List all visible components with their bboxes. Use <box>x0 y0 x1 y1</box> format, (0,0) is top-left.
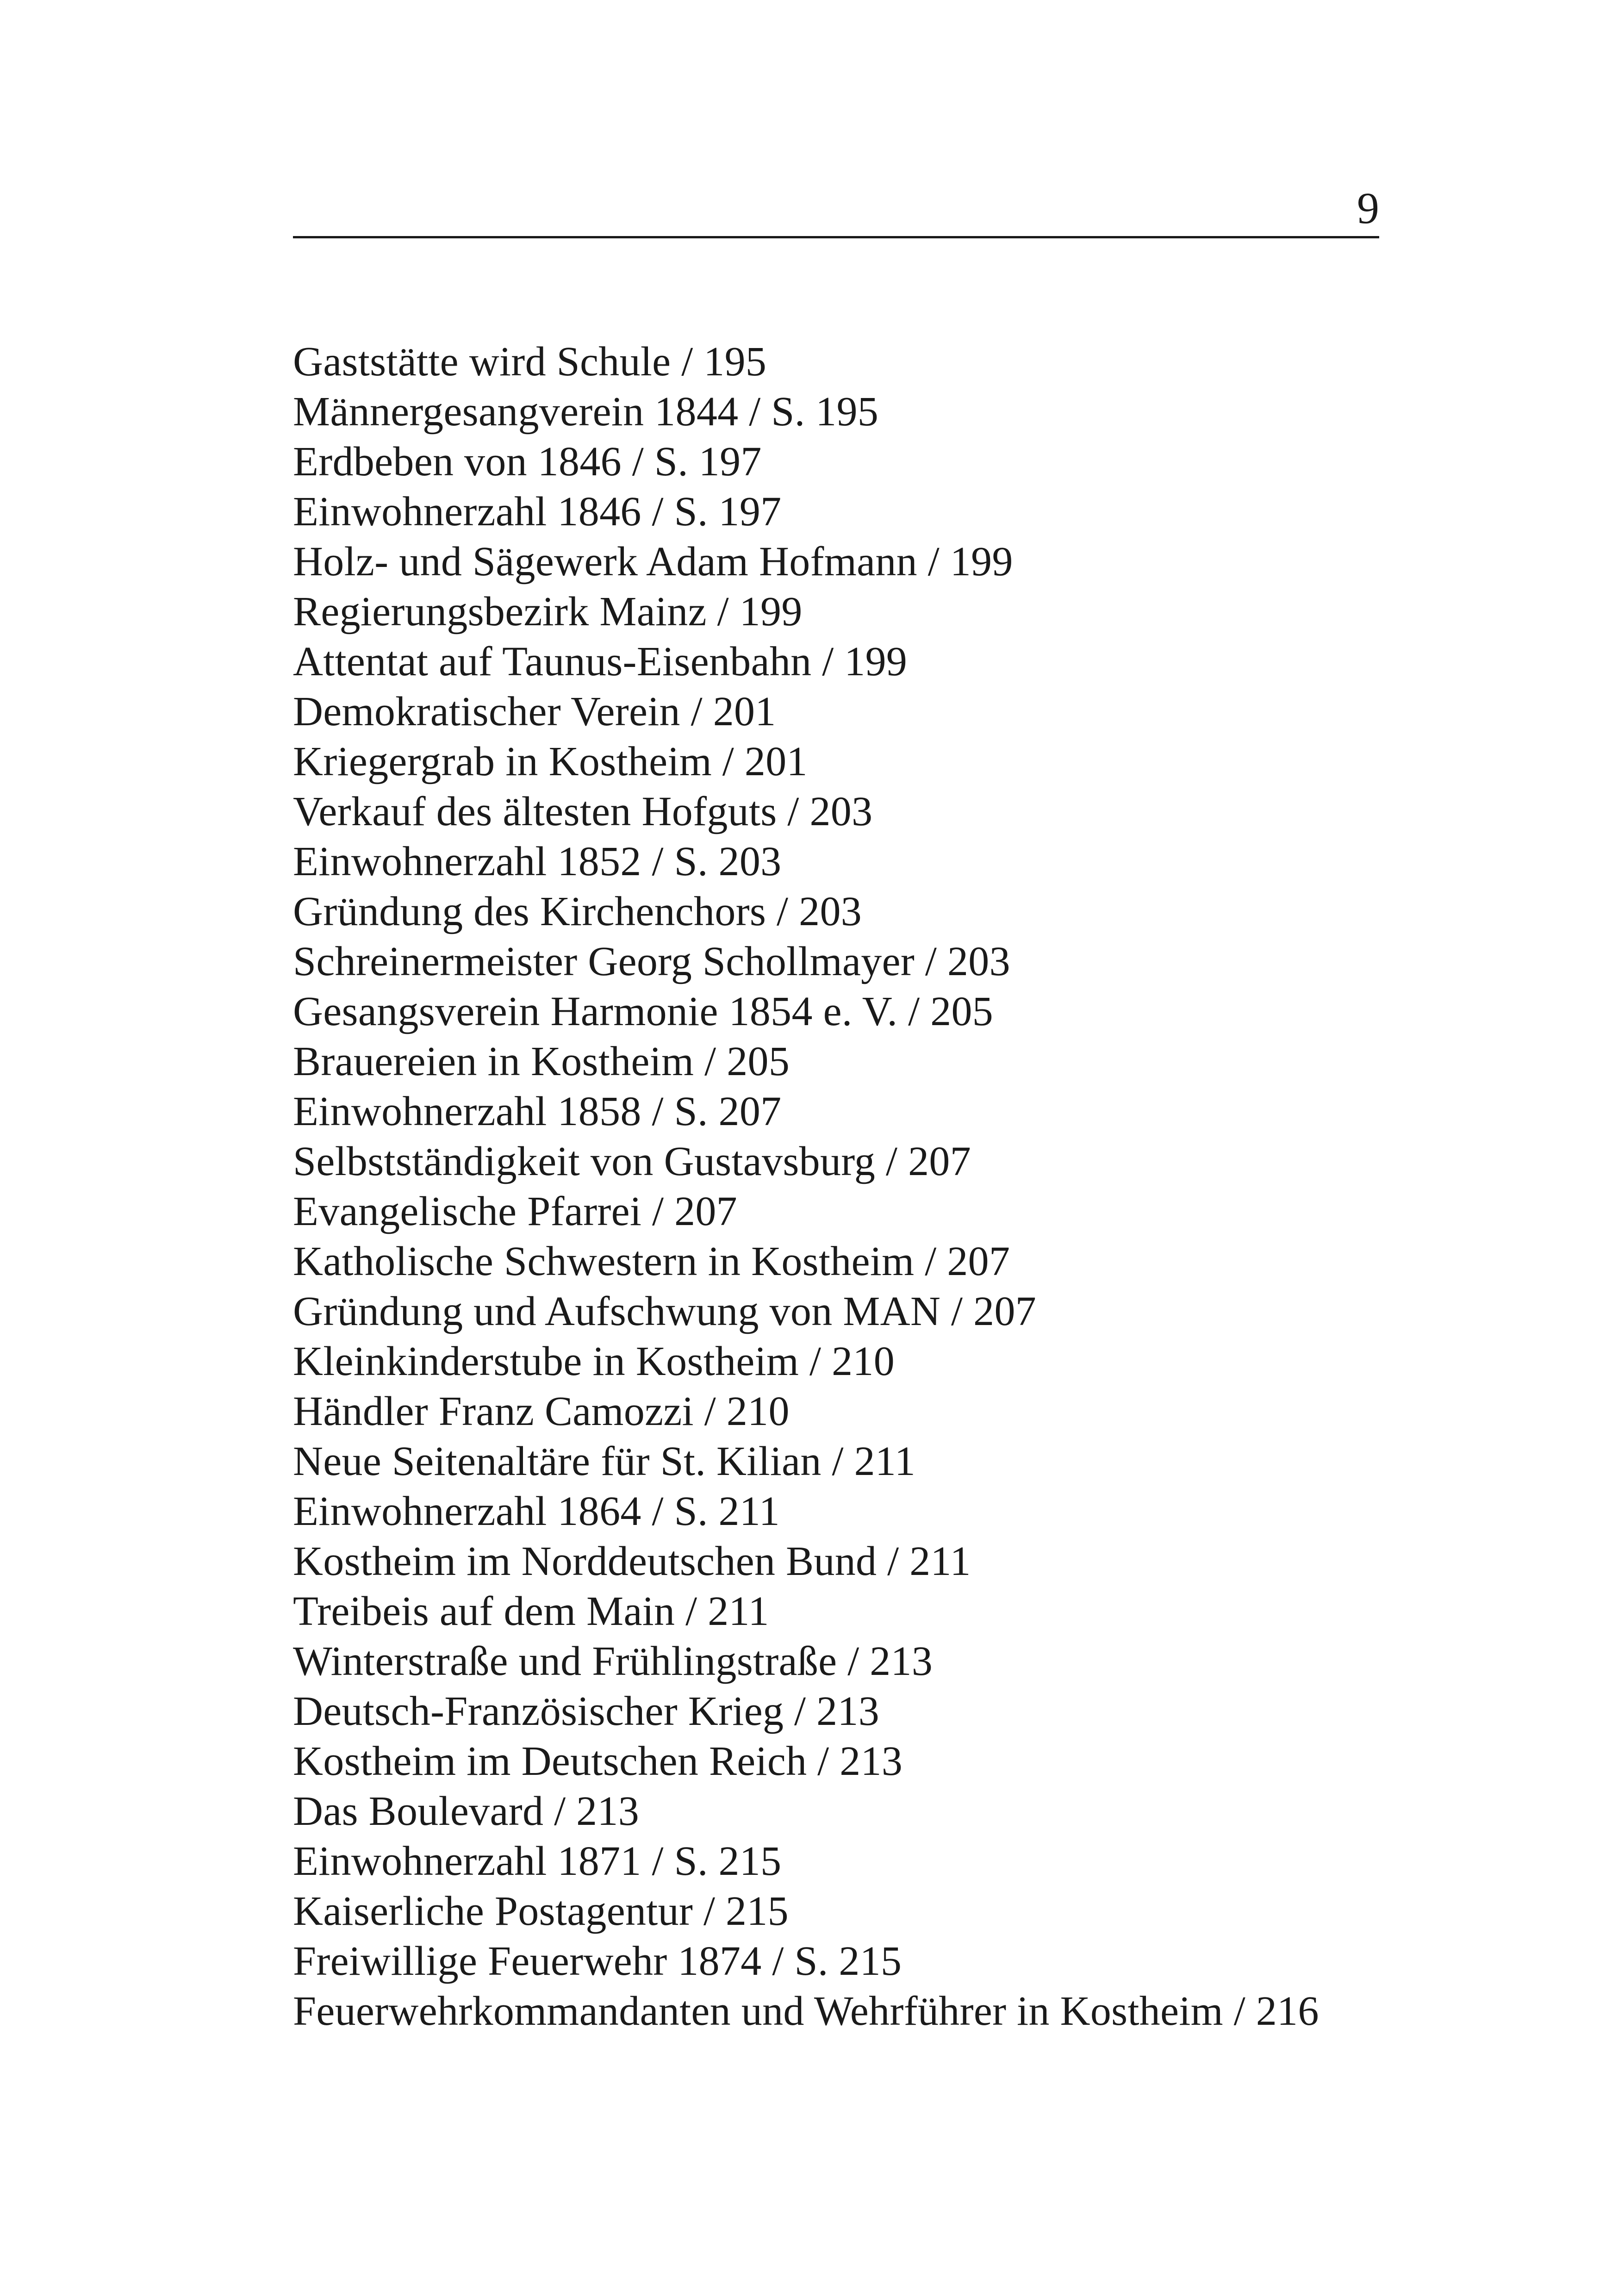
page-number: 9 <box>1357 183 1379 233</box>
toc-entry: Attentat auf Taunus-Eisenbahn / 199 <box>293 639 908 684</box>
toc-entry: Einwohnerzahl 1871 / S. 215 <box>293 1838 782 1884</box>
toc-entry: Das Boulevard / 213 <box>293 1788 640 1834</box>
toc-entry: Holz- und Sägewerk Adam Hofmann / 199 <box>293 539 1013 585</box>
toc-entry: Gesangsverein Harmonie 1854 e. V. / 205 <box>293 989 994 1034</box>
toc-entry: Evangelische Pfarrei / 207 <box>293 1188 737 1234</box>
toc-entry: Brauereien in Kostheim / 205 <box>293 1039 790 1084</box>
toc-entry: Kostheim im Norddeutschen Bund / 211 <box>293 1538 971 1584</box>
toc-entry: Treibeis auf dem Main / 211 <box>293 1588 769 1634</box>
toc-entry: Neue Seitenaltäre für St. Kilian / 211 <box>293 1438 916 1484</box>
toc-entry: Kriegergrab in Kostheim / 201 <box>293 739 808 784</box>
toc-entry: Winterstraße und Frühlingstraße / 213 <box>293 1638 933 1684</box>
toc-entry: Gaststätte wird Schule / 195 <box>293 339 767 385</box>
toc-entry: Einwohnerzahl 1858 / S. 207 <box>293 1089 782 1134</box>
toc-entry: Selbstständigkeit von Gustavsburg / 207 <box>293 1139 971 1184</box>
toc-entry: Einwohnerzahl 1864 / S. 211 <box>293 1488 780 1534</box>
toc-entry: Verkauf des ältesten Hofguts / 203 <box>293 789 873 834</box>
toc-entry: Kleinkinderstube in Kostheim / 210 <box>293 1338 895 1384</box>
toc-entry: Gründung und Aufschwung von MAN / 207 <box>293 1288 1037 1334</box>
page-header <box>293 176 1379 238</box>
toc-entry: Demokratischer Verein / 201 <box>293 689 776 734</box>
table-of-contents <box>293 337 1319 2036</box>
toc-entry: Kaiserliche Postagentur / 215 <box>293 1888 789 1934</box>
toc-entry: Händler Franz Camozzi / 210 <box>293 1388 790 1434</box>
toc-entry: Einwohnerzahl 1846 / S. 197 <box>293 489 782 535</box>
toc-entry: Katholische Schwestern in Kostheim / 207 <box>293 1238 1010 1284</box>
toc-entry: Kostheim im Deutschen Reich / 213 <box>293 1738 903 1784</box>
toc-entry: Schreinermeister Georg Schollmayer / 203 <box>293 939 1010 984</box>
toc-entry: Einwohnerzahl 1852 / S. 203 <box>293 839 782 884</box>
toc-entry: Deutsch-Französischer Krieg / 213 <box>293 1688 880 1734</box>
toc-entry: Gründung des Kirchenchors / 203 <box>293 889 862 934</box>
toc-entry: Feuerwehrkommandanten und Wehrführer in Kostheim / 216 <box>293 1988 1319 2034</box>
toc-entry: Männergesangverein 1844 / S. 195 <box>293 389 879 435</box>
toc-entry: Erdbeben von 1846 / S. 197 <box>293 439 762 485</box>
toc-entry: Freiwillige Feuerwehr 1874 / S. 215 <box>293 1938 902 1984</box>
toc-entry: Regierungsbezirk Mainz / 199 <box>293 589 803 635</box>
